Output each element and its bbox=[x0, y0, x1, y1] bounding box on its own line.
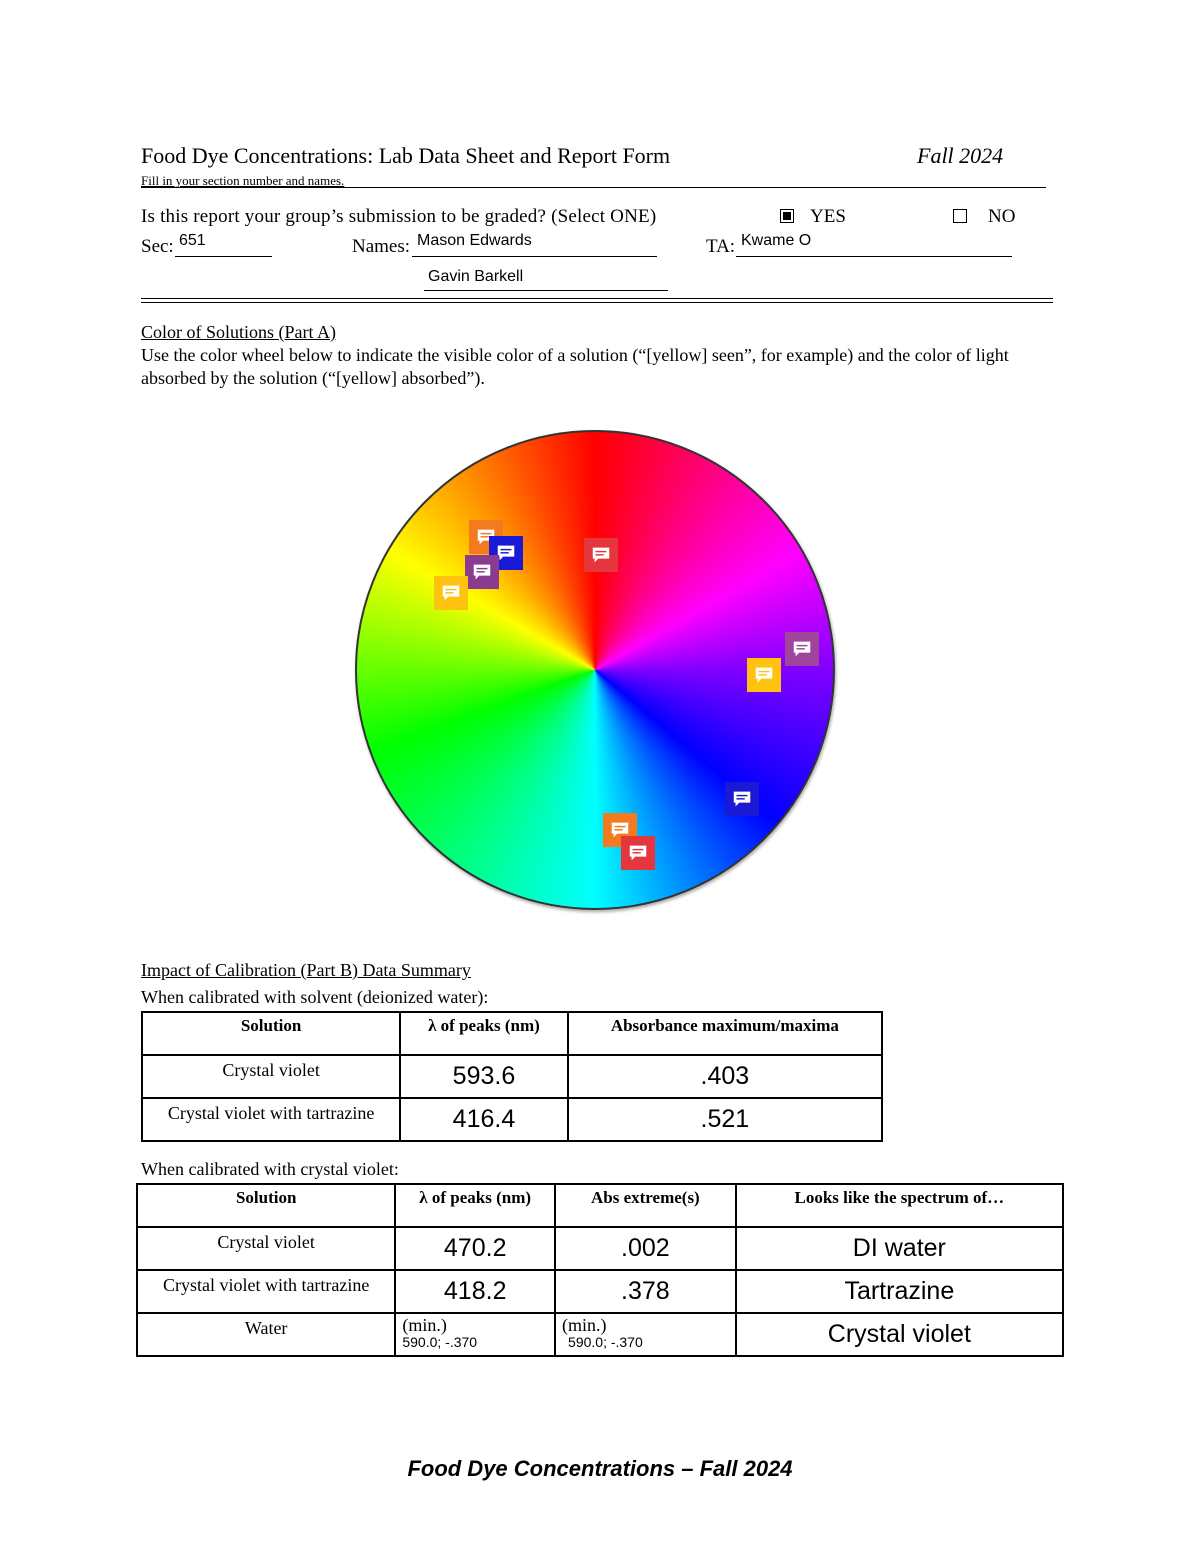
comment-icon[interactable] bbox=[621, 836, 655, 870]
yes-label: YES bbox=[810, 206, 846, 227]
absorbance-value[interactable]: .403 bbox=[568, 1055, 882, 1098]
sec-label: Sec: bbox=[141, 236, 174, 257]
fill-in-instruction: Fill in your section number and names. bbox=[141, 173, 345, 188]
table1-caption: When calibrated with solvent (deionized water): bbox=[141, 987, 489, 1007]
col-header-abs-extremes: Abs extreme(s) bbox=[555, 1184, 736, 1227]
row-solution: Water bbox=[137, 1313, 395, 1356]
ta-label: TA: bbox=[706, 236, 736, 257]
peak-value[interactable]: 418.2 bbox=[395, 1270, 555, 1313]
submission-question: Is this report your group’s submission to be graded? (Select ONE) bbox=[141, 206, 657, 227]
row-solution: Crystal violet bbox=[142, 1055, 400, 1098]
no-checkbox[interactable] bbox=[953, 209, 967, 223]
table-solvent-calibration bbox=[141, 1011, 883, 1142]
term-label: Fall 2024 bbox=[917, 143, 1004, 168]
comment-icon[interactable] bbox=[584, 538, 618, 572]
row-solution: Crystal violet bbox=[137, 1227, 395, 1270]
col-header-absorbance: Absorbance maximum/maxima bbox=[568, 1012, 882, 1055]
name2-field[interactable]: Gavin Barkell bbox=[428, 268, 524, 285]
col-header-peaks: λ of peaks (nm) bbox=[400, 1012, 568, 1055]
col-header-solution: Solution bbox=[137, 1184, 395, 1227]
table-crystal-violet-calibration bbox=[136, 1183, 1064, 1357]
row-solution: Crystal violet with tartrazine bbox=[142, 1098, 400, 1141]
part-a-instructions: Use the color wheel below to indicate the visible color of a solution (“[yellow] seen”, for example) and the color of light absorbed by the solution (“[yellow] absorbed”). bbox=[141, 345, 1009, 388]
yes-checkbox[interactable] bbox=[780, 209, 794, 223]
peak-value[interactable] bbox=[395, 1313, 555, 1356]
form-title: Food Dye Concentrations: Lab Data Sheet and Report Form bbox=[141, 143, 671, 168]
double-rule-bottom bbox=[141, 302, 1053, 303]
absorbance-value[interactable]: .521 bbox=[568, 1098, 882, 1141]
table-row bbox=[142, 1055, 882, 1098]
table-row bbox=[137, 1270, 1063, 1313]
page-footer: Food Dye Concentrations – Fall 2024 bbox=[407, 1456, 793, 1481]
checkbox-checked-icon bbox=[783, 212, 791, 220]
comment-icon[interactable] bbox=[725, 782, 759, 816]
min-note: (min.) bbox=[402, 1315, 447, 1335]
comment-icon[interactable] bbox=[747, 658, 781, 692]
name2-underline bbox=[424, 290, 668, 291]
min-value: 590.0; -.370 bbox=[402, 1334, 478, 1350]
comment-icon[interactable] bbox=[785, 632, 819, 666]
min-note: (min.) bbox=[562, 1315, 607, 1335]
part-a-heading: Color of Solutions (Part A) bbox=[141, 322, 337, 342]
peak-value[interactable]: 416.4 bbox=[400, 1098, 568, 1141]
no-label: NO bbox=[988, 206, 1016, 227]
abs-value[interactable] bbox=[555, 1313, 736, 1356]
table2-caption: When calibrated with crystal violet: bbox=[141, 1159, 399, 1179]
names-label: Names: bbox=[352, 236, 411, 257]
comment-icon[interactable] bbox=[434, 576, 468, 610]
table-row bbox=[137, 1313, 1063, 1356]
part-b-heading: Impact of Calibration (Part B) Data Summary bbox=[141, 960, 471, 980]
table-row bbox=[137, 1227, 1063, 1270]
sec-underline bbox=[175, 256, 272, 257]
looks-like-value[interactable]: Tartrazine bbox=[736, 1270, 1063, 1313]
col-header-looks-like: Looks like the spectrum of… bbox=[736, 1184, 1063, 1227]
abs-value[interactable]: .002 bbox=[555, 1227, 736, 1270]
ta-field[interactable]: Kwame O bbox=[741, 232, 812, 249]
double-rule-top bbox=[141, 298, 1053, 299]
looks-like-value[interactable]: DI water bbox=[736, 1227, 1063, 1270]
table-row bbox=[142, 1098, 882, 1141]
ta-underline bbox=[736, 256, 1012, 257]
sec-field[interactable]: 651 bbox=[179, 232, 206, 249]
looks-like-value[interactable]: Crystal violet bbox=[736, 1313, 1063, 1356]
peak-value[interactable]: 470.2 bbox=[395, 1227, 555, 1270]
col-header-peaks: λ of peaks (nm) bbox=[395, 1184, 555, 1227]
min-value: 590.0; -.370 bbox=[568, 1334, 643, 1350]
peak-value[interactable]: 593.6 bbox=[400, 1055, 568, 1098]
col-header-solution: Solution bbox=[142, 1012, 400, 1055]
abs-value[interactable]: .378 bbox=[555, 1270, 736, 1313]
name1-field[interactable]: Mason Edwards bbox=[417, 232, 532, 249]
comment-icon[interactable] bbox=[465, 555, 499, 589]
name1-underline bbox=[412, 256, 657, 257]
row-solution: Crystal violet with tartrazine bbox=[137, 1270, 395, 1313]
header-rule bbox=[141, 187, 1046, 188]
